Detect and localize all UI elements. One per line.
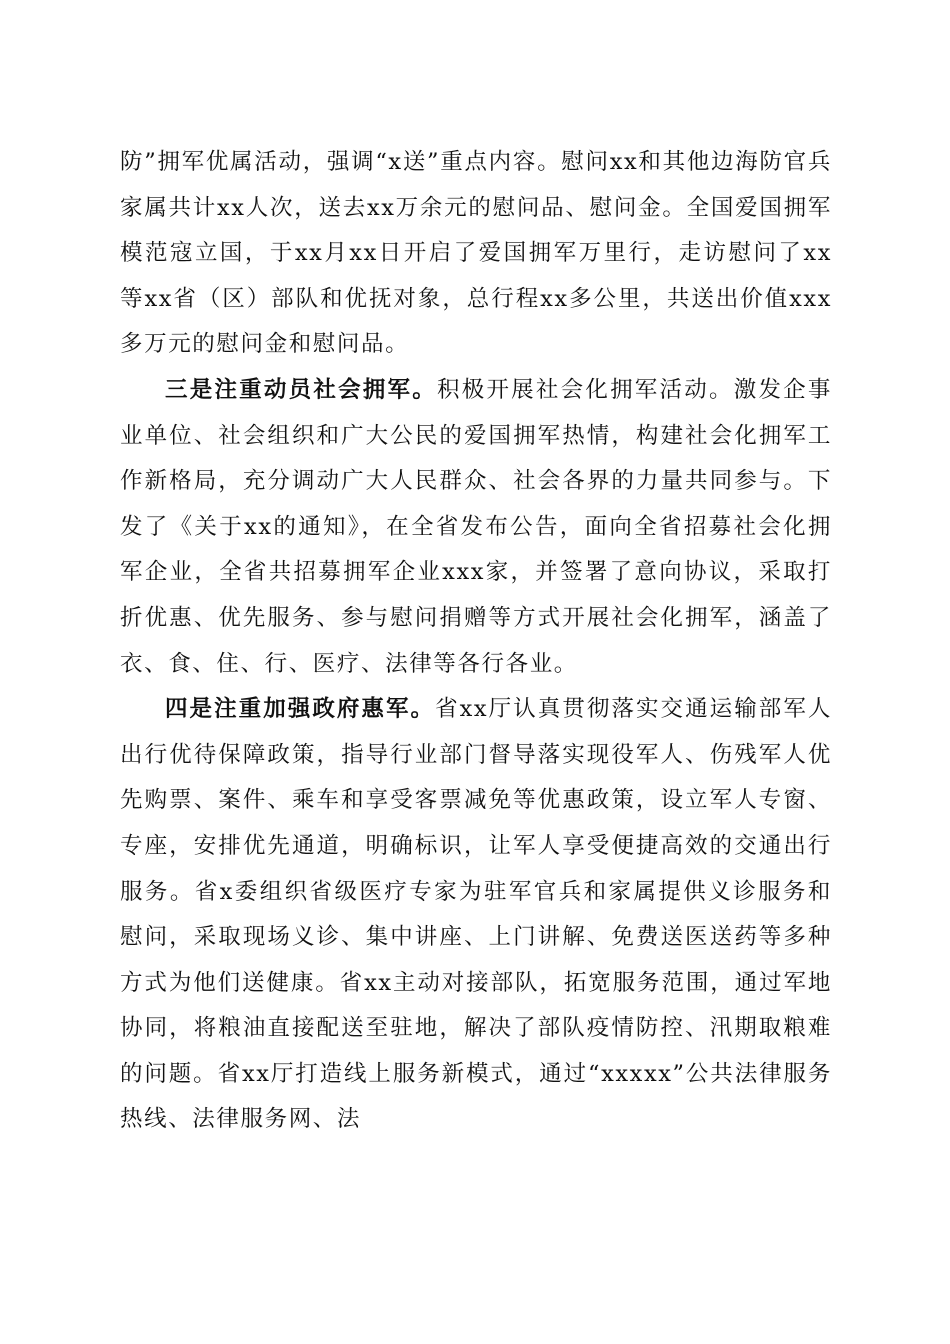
- paragraph-continuation: [120, 140, 832, 368]
- paragraph-text: 省xx厅认真贯彻落实交通运输部军人出行优待保障政策，指导行业部门督导落实现役军人、伤残军人优先购票、案件、乘车和享受客票减免等优惠政策，设立军人专窗、专座，安排优先通道，明确标识，让军人享受便捷高效的交通出行服务。省x委组织省级医疗专家为驻军官兵和家属提供义诊服务和慰问，采取现场义诊、集中讲座、上门讲解、免费送医送药等多种方式为他们送健康。省xx主动对接部队，拓宽服务范围，通过军地协同，将粮油直接配送至驻地，解决了部队疫情防控、汛期取粮难的问题。省xx厅打造线上服务新模式，通过“xxxxx”公共法律服务热线、法律服务网、法: [120, 696, 832, 1133]
- document-body: [120, 140, 832, 1143]
- paragraph-four: [120, 687, 832, 1143]
- paragraph-text: 防”拥军优属活动，强调“x送”重点内容。慰问xx和其他边海防官兵家属共计xx人次，送去xx万余元的慰问品、慰问金。全国爱国拥军模范寇立国，于xx月xx日开启了爱国拥军万里行，走访慰问了xx等xx省（区）部队和优抚对象，总行程xx多公里，共送出价值xxx多万元的慰问金和慰问品。: [120, 149, 832, 358]
- paragraph-lead: 四是注重加强政府惠军。: [165, 696, 436, 723]
- paragraph-text: 积极开展社会化拥军活动。激发企事业单位、社会组织和广大公民的爱国拥军热情，构建社会化拥军工作新格局，充分调动广大人民群众、社会各界的力量共同参与。下发了《关于xx的通知》，在全省发布公告，面向全省招募社会化拥军企业，全省共招募拥军企业xxx家，并签署了意向协议，采取打折优惠、优先服务、参与慰问捐赠等方式开展社会化拥军，涵盖了衣、食、住、行、医疗、法律等各行各业。: [120, 376, 832, 677]
- paragraph-three: [120, 368, 832, 687]
- paragraph-lead: 三是注重动员社会拥军。: [165, 376, 437, 403]
